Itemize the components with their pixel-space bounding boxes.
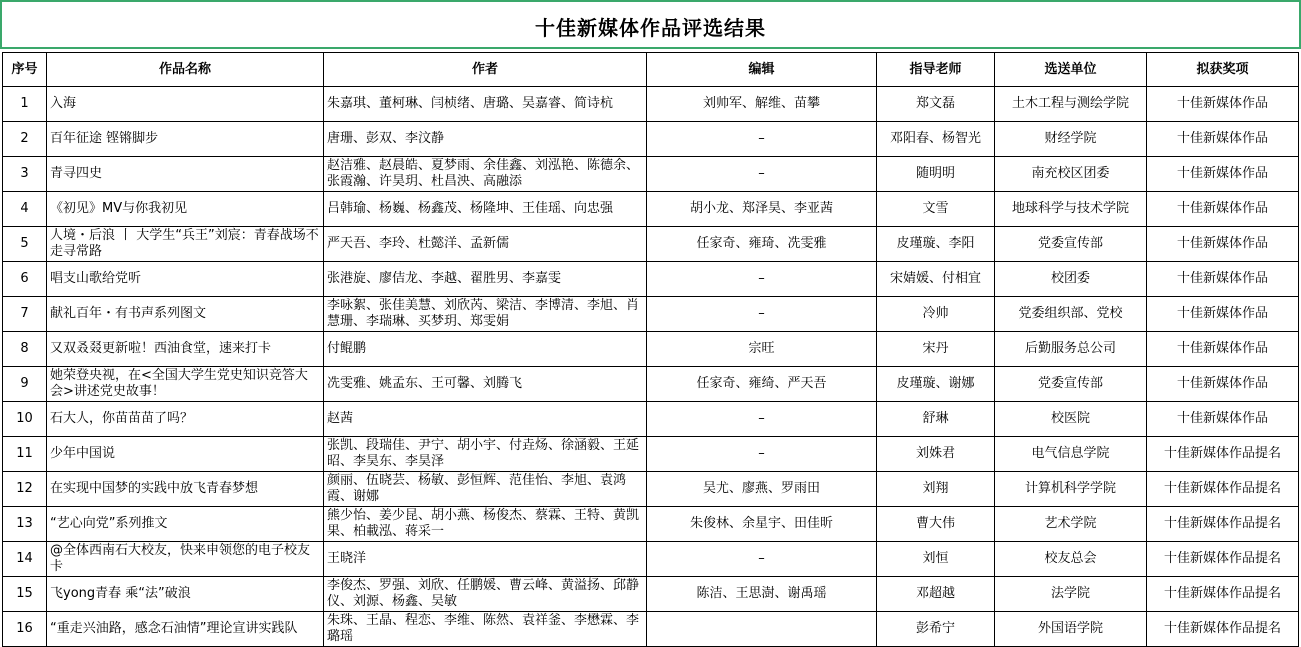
cell-advisor: 刘恒 bbox=[877, 542, 995, 577]
cell-work-name: 少年中国说 bbox=[47, 437, 324, 472]
cell-editors: 胡小龙、郑泽昊、李亚茜 bbox=[647, 192, 877, 227]
cell-editors bbox=[647, 612, 877, 647]
table-row bbox=[3, 472, 1299, 507]
cell-award: 十佳新媒体作品 bbox=[1147, 87, 1299, 122]
cell-unit: 财经学院 bbox=[995, 122, 1147, 157]
cell-editors: 任家奇、雍绮、严天吾 bbox=[647, 367, 877, 402]
table-row bbox=[3, 192, 1299, 227]
header-row bbox=[3, 53, 1299, 87]
cell-index: 2 bbox=[3, 122, 47, 157]
cell-advisor: 刘姝君 bbox=[877, 437, 995, 472]
cell-index: 9 bbox=[3, 367, 47, 402]
cell-authors: 熊少怡、姜少昆、胡小燕、杨俊杰、蔡霖、王特、黄凯果、柏載泓、蒋采一 bbox=[324, 507, 647, 542]
cell-award: 十佳新媒体作品 bbox=[1147, 332, 1299, 367]
cell-work-name: 《初见》MV与你我初见 bbox=[47, 192, 324, 227]
cell-award: 十佳新媒体作品 bbox=[1147, 262, 1299, 297]
cell-unit: 校医院 bbox=[995, 402, 1147, 437]
cell-editors: – bbox=[647, 262, 877, 297]
cell-work-name: 又双叒叕更新啦！西油食堂，速来打卡 bbox=[47, 332, 324, 367]
cell-work-name: 百年征途 铿锵脚步 bbox=[47, 122, 324, 157]
cell-work-name: “重走兴油路，感念石油情”理论宣讲实践队 bbox=[47, 612, 324, 647]
cell-award: 十佳新媒体作品 bbox=[1147, 297, 1299, 332]
cell-index: 16 bbox=[3, 612, 47, 647]
cell-index: 15 bbox=[3, 577, 47, 612]
cell-advisor: 曹大伟 bbox=[877, 507, 995, 542]
cell-work-name: 她荣登央视，在<全国大学生党史知识竞答大会>讲述党史故事！ bbox=[47, 367, 324, 402]
table-row bbox=[3, 87, 1299, 122]
cell-work-name: 飞yong青春 乘“法”破浪 bbox=[47, 577, 324, 612]
cell-index: 5 bbox=[3, 227, 47, 262]
cell-work-name: 在实现中国梦的实践中放飞青春梦想 bbox=[47, 472, 324, 507]
cell-award: 十佳新媒体作品 bbox=[1147, 367, 1299, 402]
cell-editors: – bbox=[647, 542, 877, 577]
cell-authors: 张凯、段瑞佳、尹宁、胡小宇、付垚炀、徐涵毅、王延昭、李昊东、李昊泽 bbox=[324, 437, 647, 472]
cell-award: 十佳新媒体作品提名 bbox=[1147, 437, 1299, 472]
cell-unit: 党委组织部、党校 bbox=[995, 297, 1147, 332]
cell-advisor: 皮瑾璇、谢娜 bbox=[877, 367, 995, 402]
cell-unit: 地球科学与技术学院 bbox=[995, 192, 1147, 227]
cell-authors: 颜丽、伍晓芸、杨敏、彭恒辉、范佳怡、李旭、袁鸿霞、谢娜 bbox=[324, 472, 647, 507]
cell-authors: 朱嘉琪、董柯琳、闫桢绪、唐璐、吴嘉睿、简诗杭 bbox=[324, 87, 647, 122]
cell-advisor: 宋婧媛、付相宜 bbox=[877, 262, 995, 297]
cell-advisor: 冷帅 bbox=[877, 297, 995, 332]
table-row bbox=[3, 297, 1299, 332]
table-body bbox=[3, 87, 1299, 647]
table-row bbox=[3, 612, 1299, 647]
cell-index: 4 bbox=[3, 192, 47, 227]
cell-authors: 吕韩瑜、杨巍、杨鑫茂、杨隆坤、王佳瑶、向忠强 bbox=[324, 192, 647, 227]
cell-index: 10 bbox=[3, 402, 47, 437]
cell-authors: 冼雯雅、姚孟东、王可馨、刘腾飞 bbox=[324, 367, 647, 402]
results-table bbox=[2, 52, 1299, 647]
cell-award: 十佳新媒体作品提名 bbox=[1147, 472, 1299, 507]
cell-index: 12 bbox=[3, 472, 47, 507]
cell-unit: 土木工程与测绘学院 bbox=[995, 87, 1147, 122]
cell-award: 十佳新媒体作品提名 bbox=[1147, 507, 1299, 542]
cell-advisor: 彭希宁 bbox=[877, 612, 995, 647]
cell-unit: 艺术学院 bbox=[995, 507, 1147, 542]
cell-editors: – bbox=[647, 157, 877, 192]
cell-work-name: “艺心向党”系列推文 bbox=[47, 507, 324, 542]
cell-authors: 李咏絮、张佳美慧、刘欣芮、梁洁、李博清、李旭、肖慧珊、李瑞琳、买梦玥、郑雯娟 bbox=[324, 297, 647, 332]
cell-advisor: 宋丹 bbox=[877, 332, 995, 367]
cell-index: 3 bbox=[3, 157, 47, 192]
cell-editors: 吴尤、廖燕、罗雨田 bbox=[647, 472, 877, 507]
cell-unit: 党委宣传部 bbox=[995, 367, 1147, 402]
cell-editors: 宗旺 bbox=[647, 332, 877, 367]
cell-editors: 任家奇、雍琦、冼雯雅 bbox=[647, 227, 877, 262]
table-row bbox=[3, 332, 1299, 367]
cell-award: 十佳新媒体作品提名 bbox=[1147, 542, 1299, 577]
cell-index: 1 bbox=[3, 87, 47, 122]
header-advisor: 指导老师 bbox=[877, 53, 995, 87]
table-row bbox=[3, 227, 1299, 262]
page-title: 十佳新媒体作品评选结果 bbox=[535, 16, 766, 40]
cell-editors: – bbox=[647, 437, 877, 472]
cell-authors: 赵茜 bbox=[324, 402, 647, 437]
header-work-name: 作品名称 bbox=[47, 53, 324, 87]
cell-editors: – bbox=[647, 402, 877, 437]
cell-editors: 陈洁、王思澍、谢禹瑶 bbox=[647, 577, 877, 612]
table-row bbox=[3, 402, 1299, 437]
cell-award: 十佳新媒体作品 bbox=[1147, 122, 1299, 157]
table-row bbox=[3, 262, 1299, 297]
header-authors: 作者 bbox=[324, 53, 647, 87]
cell-unit: 法学院 bbox=[995, 577, 1147, 612]
cell-editors: – bbox=[647, 297, 877, 332]
cell-index: 6 bbox=[3, 262, 47, 297]
cell-advisor: 郑文磊 bbox=[877, 87, 995, 122]
table-row bbox=[3, 577, 1299, 612]
title-bar bbox=[0, 0, 1301, 49]
cell-authors: 李俊杰、罗强、刘欣、任鹏媛、曹云峰、黄溢扬、邱静仪、刘源、杨鑫、吴敏 bbox=[324, 577, 647, 612]
cell-award: 十佳新媒体作品提名 bbox=[1147, 577, 1299, 612]
table-row bbox=[3, 542, 1299, 577]
cell-unit: 电气信息学院 bbox=[995, 437, 1147, 472]
cell-unit: 计算机科学学院 bbox=[995, 472, 1147, 507]
cell-authors: 付鲲鹏 bbox=[324, 332, 647, 367]
cell-authors: 朱珠、王晶、程恋、李维、陈然、袁祥釜、李懋霖、李璐瑶 bbox=[324, 612, 647, 647]
cell-authors: 严天吾、李玲、杜懿洋、孟新儒 bbox=[324, 227, 647, 262]
cell-index: 7 bbox=[3, 297, 47, 332]
cell-advisor: 随明明 bbox=[877, 157, 995, 192]
cell-advisor: 邓阳春、杨智光 bbox=[877, 122, 995, 157]
cell-index: 14 bbox=[3, 542, 47, 577]
header-index: 序号 bbox=[3, 53, 47, 87]
cell-authors: 赵洁雅、赵晨皓、夏梦雨、余佳鑫、刘泓艳、陈德余、张霞瀚、许昊玥、杜昌泱、高融添 bbox=[324, 157, 647, 192]
cell-award: 十佳新媒体作品 bbox=[1147, 192, 1299, 227]
cell-work-name: @全体西南石大校友，快来申领您的电子校友卡 bbox=[47, 542, 324, 577]
cell-work-name: 献礼百年・有书声系列图文 bbox=[47, 297, 324, 332]
cell-work-name: 人境・后浪 丨 大学生“兵王”刘宸：青春战场不走寻常路 bbox=[47, 227, 324, 262]
cell-award: 十佳新媒体作品 bbox=[1147, 227, 1299, 262]
cell-award: 十佳新媒体作品 bbox=[1147, 157, 1299, 192]
cell-index: 13 bbox=[3, 507, 47, 542]
cell-index: 11 bbox=[3, 437, 47, 472]
table-row bbox=[3, 507, 1299, 542]
cell-work-name: 唱支山歌给党听 bbox=[47, 262, 324, 297]
cell-authors: 唐珊、彭双、李汶静 bbox=[324, 122, 647, 157]
cell-authors: 张港旋、廖佶龙、李越、翟胜男、李嘉雯 bbox=[324, 262, 647, 297]
header-award: 拟获奖项 bbox=[1147, 53, 1299, 87]
cell-award: 十佳新媒体作品 bbox=[1147, 402, 1299, 437]
cell-editors: – bbox=[647, 122, 877, 157]
cell-advisor: 刘翔 bbox=[877, 472, 995, 507]
cell-work-name: 青寻四史 bbox=[47, 157, 324, 192]
cell-unit: 校友总会 bbox=[995, 542, 1147, 577]
header-editors: 编辑 bbox=[647, 53, 877, 87]
cell-unit: 党委宣传部 bbox=[995, 227, 1147, 262]
cell-editors: 朱俊林、余星宇、田佳昕 bbox=[647, 507, 877, 542]
cell-advisor: 文雪 bbox=[877, 192, 995, 227]
cell-advisor: 皮瑾璇、李阳 bbox=[877, 227, 995, 262]
cell-advisor: 邓超越 bbox=[877, 577, 995, 612]
table-row bbox=[3, 437, 1299, 472]
table-row bbox=[3, 367, 1299, 402]
cell-work-name: 入海 bbox=[47, 87, 324, 122]
cell-work-name: 石大人，你苗苗苗了吗？ bbox=[47, 402, 324, 437]
cell-advisor: 舒琳 bbox=[877, 402, 995, 437]
cell-unit: 后勤服务总公司 bbox=[995, 332, 1147, 367]
table-row bbox=[3, 122, 1299, 157]
cell-editors: 刘帅军、解维、苗攀 bbox=[647, 87, 877, 122]
cell-index: 8 bbox=[3, 332, 47, 367]
table-row bbox=[3, 157, 1299, 192]
cell-unit: 校团委 bbox=[995, 262, 1147, 297]
cell-award: 十佳新媒体作品提名 bbox=[1147, 612, 1299, 647]
cell-unit: 外国语学院 bbox=[995, 612, 1147, 647]
header-unit: 选送单位 bbox=[995, 53, 1147, 87]
cell-unit: 南充校区团委 bbox=[995, 157, 1147, 192]
cell-authors: 王晓洋 bbox=[324, 542, 647, 577]
